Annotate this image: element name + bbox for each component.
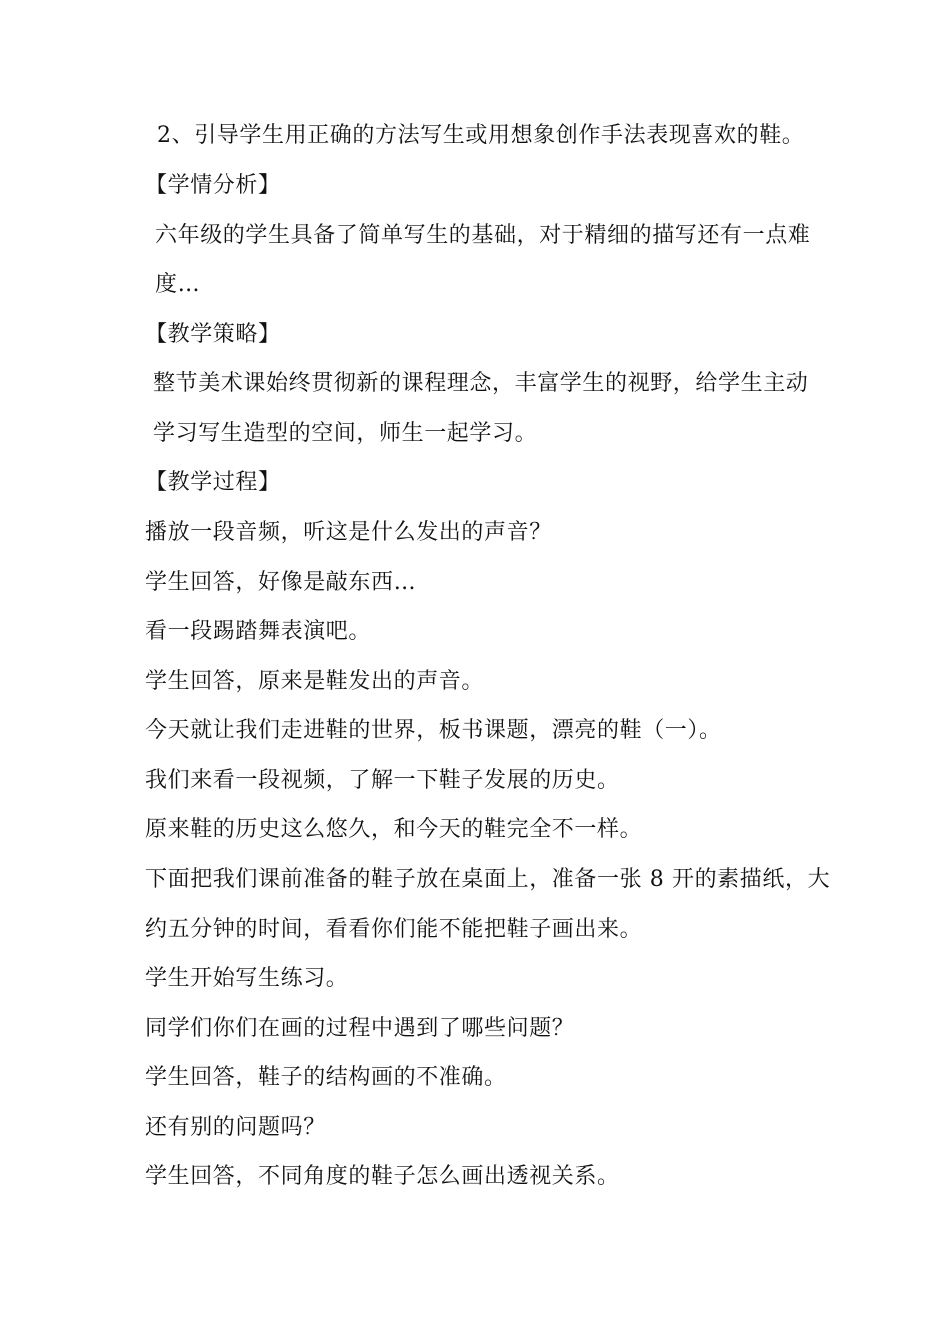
learning-analysis-text: 六年级的学生具备了简单写生的基础，对于精细的描写还有一点难 [155, 223, 811, 248]
process-paragraph: 学生回答，不同角度的鞋子怎么画出透视关系。 [145, 1164, 620, 1189]
process-paragraph: 学生回答，鞋子的结构画的不准确。 [145, 1065, 507, 1090]
process-paragraph: 原来鞋的历史这么悠久，和今天的鞋完全不一样。 [145, 817, 643, 842]
section-heading-teaching-strategy: 【教学策略】 [145, 322, 281, 347]
process-paragraph: 学生开始写生练习。 [145, 966, 349, 991]
process-paragraph: 下面把我们课前准备的鞋子放在桌面上，准备一张 8 开的素描纸，大 [145, 867, 831, 892]
process-paragraph: 学生回答，原来是鞋发出的声音。 [145, 669, 485, 694]
teaching-strategy-text: 学习写生造型的空间，师生一起学习。 [153, 421, 538, 446]
process-paragraph: 今天就让我们走进鞋的世界，板书课题，漂亮的鞋（一）。 [145, 718, 722, 743]
section-heading-learning-analysis: 【学情分析】 [145, 173, 281, 198]
process-paragraph: 播放一段音频，听这是什么发出的声音？ [145, 520, 552, 545]
process-paragraph: 约五分钟的时间，看看你们能不能把鞋子画出来。 [145, 917, 643, 942]
process-paragraph: 看一段踢踏舞表演吧。 [145, 619, 372, 644]
learning-analysis-text: 度… [155, 272, 201, 297]
process-paragraph: 还有别的问题吗？ [145, 1115, 326, 1140]
objective-item-2: 2、引导学生用正确的方法写生或用想象创作手法表现喜欢的鞋。 [157, 123, 805, 148]
process-paragraph: 我们来看一段视频，了解一下鞋子发展的历史。 [145, 768, 620, 793]
process-paragraph: 同学们你们在画的过程中遇到了哪些问题？ [145, 1016, 575, 1041]
process-paragraph: 学生回答，好像是敲东西… [145, 570, 417, 595]
teaching-strategy-text: 整节美术课始终贯彻新的课程理念，丰富学生的视野，给学生主动 [153, 371, 809, 396]
section-heading-teaching-process: 【教学过程】 [145, 470, 281, 495]
